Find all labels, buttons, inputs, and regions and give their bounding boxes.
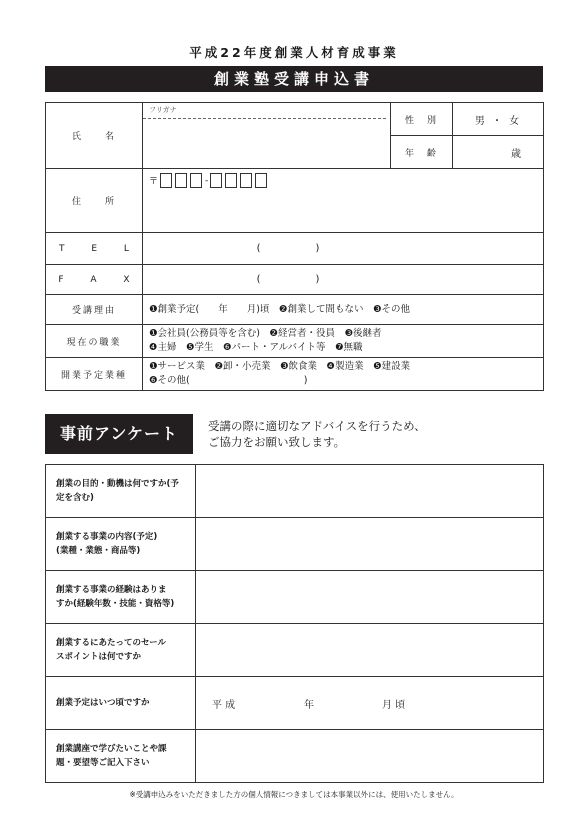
occupation-options[interactable]: ❶会社員(公務員等を含む) ❷経営者・役員 ❸後継者 ❹主婦 ❺学生 ❻パート・アルバイト等 ❼無職 [143,325,544,358]
postal-dash: - [205,175,209,186]
postal-digit-box[interactable] [240,173,252,188]
gender-field[interactable]: 男 ・ 女 [453,103,544,136]
survey-table [45,464,544,783]
industry-label: 開業予定業種 [46,358,143,391]
answer-start-date[interactable] [196,677,544,730]
industry-options[interactable]: ❶サービス業 ❷卸・小売業 ❸飲食業 ❹製造業 ❺建設業 ❻その他( ) [143,358,544,391]
fax-label: F A X [46,265,143,295]
month-label: 月 頃 [382,699,406,711]
gender-label: 性 別 [391,103,453,136]
address-field[interactable] [143,169,544,233]
question-experience: 創業する事業の経験はありま すか(経験年数・技能・資格等) [46,571,196,624]
furigana-label: フリガナ [143,103,386,119]
tel-field[interactable]: ( ) [143,233,544,265]
question-learning-goals: 創業講座で学びたいことや課 題・要望等ご記入下さい [46,730,196,783]
year-label: 年 [304,699,314,711]
question-purpose: 創業の目的・動機は何ですか(予定を含む) [46,465,196,518]
question-start-date: 創業予定はいつ頃ですか [46,677,196,730]
age-field[interactable] [453,136,544,169]
postal-digit-box[interactable] [225,173,237,188]
fax-field[interactable]: ( ) [143,265,544,295]
tel-label: T E L [46,233,143,265]
question-business-content: 創業する事業の内容(予定) (業種・業態・商品等) [46,518,196,571]
privacy-note: ※受講申込みをいただきました方の個人情報につきましては本事業以外には、使用いたしません。 [129,790,459,799]
program-title: 平成22年度創業人材育成事業 [189,45,399,60]
survey-description: 受講の際に適切なアドバイスを行うため、 ご協力をお願い致します。 [208,419,426,449]
age-unit: 歳 [511,148,521,160]
form-title: 創業塾受講申込書 [45,66,543,92]
answer-business-content[interactable] [196,518,544,571]
address-label: 住 所 [46,169,143,233]
name-label: 氏 名 [46,103,143,169]
era-label: 平 成 [212,699,236,711]
postal-mark: 〒 [149,177,159,187]
question-selling-point: 創業するにあたってのセール スポイントは何ですか [46,624,196,677]
answer-learning-goals[interactable] [196,730,544,783]
postal-digit-box[interactable] [210,173,222,188]
answer-selling-point[interactable] [196,624,544,677]
occupation-label: 現在の職業 [46,325,143,358]
reason-options[interactable]: ❶創業予定( 年 月)頃 ❷創業して間もない ❸その他 [143,295,544,325]
postal-digit-box[interactable] [160,173,172,188]
survey-heading: 事前アンケート [45,414,193,454]
postal-digit-box[interactable] [175,173,187,188]
age-label: 年 齢 [391,136,453,169]
postal-digit-box[interactable] [255,173,267,188]
application-form-table [45,102,544,391]
postal-digit-box[interactable] [190,173,202,188]
answer-experience[interactable] [196,571,544,624]
name-field[interactable] [143,103,391,169]
reason-label: 受講理由 [46,295,143,325]
answer-purpose[interactable] [196,465,544,518]
postal-code[interactable] [143,169,543,192]
